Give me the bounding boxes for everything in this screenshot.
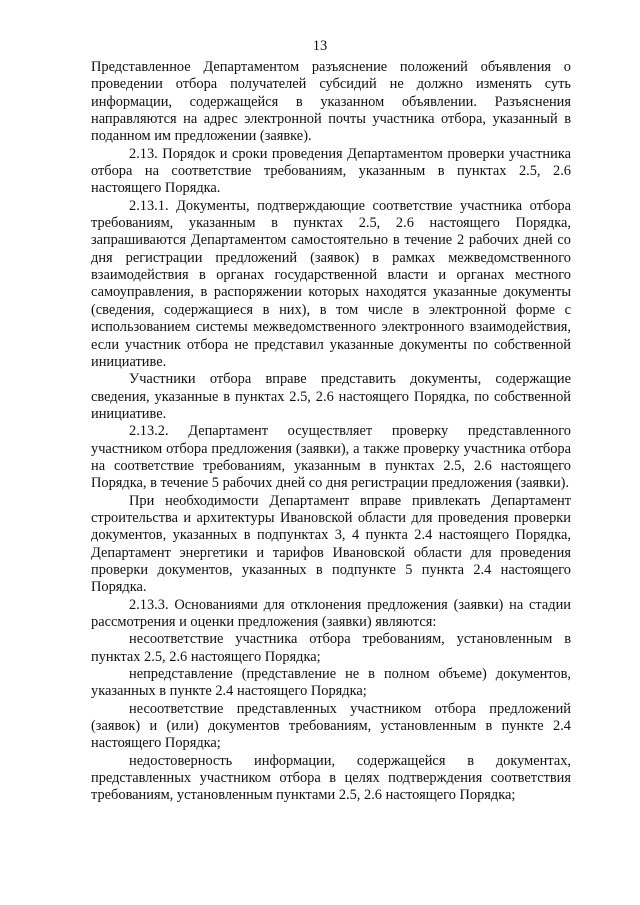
paragraph-participants-right: Участники отбора вправе представить документы, содержащие сведения, указанные в пунктах 2.5, 2.6 настоящего Порядка, по собственной инициативе. — [91, 371, 571, 422]
paragraph-involve-departments: При необходимости Департамент вправе привлекать Департамент строительства и архитектуры Ивановской области для проведения проверки документов, указанных в подпунктах 3, 4 пункта 2.4 настоящего Порядка, Департамент энергетики и тарифов Ивановской области для проведения проверки документов, указанных в подпункте 5 пункта 2.4 настоящего Порядка. — [91, 492, 571, 596]
rejection-ground-nonconformity: несоответствие представленных участником отбора предложений (заявок) и (или) документов требованиям, установленным в пункте 2.4 настоящего Порядка; — [91, 700, 571, 752]
paragraph-2-13: 2.13. Порядок и сроки проведения Департаментом проверки участника отбора на соответствие требованиям, указанным в пунктах 2.5, 2.6 настоящего Порядка. — [91, 145, 571, 197]
document-body — [91, 59, 571, 805]
paragraph-clarification: Представленное Департаментом разъяснение положений объявления о проведении отбора получателей субсидий не должно изменять суть информации, содержащейся в указанном объявлении. Разъяснения направляются на адрес электронной почты участника отбора, указанный в поданном им предложении (заявке). — [91, 59, 571, 145]
paragraph-2-13-1: 2.13.1. Документы, подтверждающие соответствие участника отбора требованиям, указанным в пунктах 2.5, 2.6 настоящего Порядка, запрашиваются Департаментом самостоятельно в течение 2 рабочих дней со дня регистрации предложений (заявок) в рамках межведомственного взаимодействия в органах государственной власти и органах местного самоуправления, в распоряжении которых находятся указанные документы (сведения, содержащиеся в них), в том числе в электронной форме с использованием системы межведомственного электронного взаимодействия, если участник отбора не представил указанные документы по собственной инициативе. — [91, 197, 571, 370]
paragraph-2-13-2: 2.13.2. Департамент осуществляет проверку представленного участником отбора предложения (заявки), а также проверку участника отбора на соответствие требованиям, указанным в пунктах 2.5, 2.6 настоящего Порядка, в течение 5 рабочих дней со дня регистрации предложения (заявки). — [91, 423, 571, 492]
page-number: 13 — [312, 38, 328, 54]
paragraph-2-13-3: 2.13.3. Основаниями для отклонения предложения (заявки) на стадии рассмотрения и оценки предложения (заявки) являются: — [91, 596, 571, 630]
rejection-ground-missing-documents: непредставление (представление не в полном объеме) документов, указанных в пункте 2.4 настоящего Порядка; — [91, 666, 571, 700]
rejection-ground-unreliable-info: недостоверность информации, содержащейся в документах, представленных участником отбора в целях подтверждения соответствия требованиям, установленным пунктами 2.5, 2.6 настоящего Порядка; — [91, 752, 571, 804]
rejection-ground-requirements: несоответствие участника отбора требованиям, установленным в пунктах 2.5, 2.6 настоящего Порядка; — [91, 631, 571, 665]
